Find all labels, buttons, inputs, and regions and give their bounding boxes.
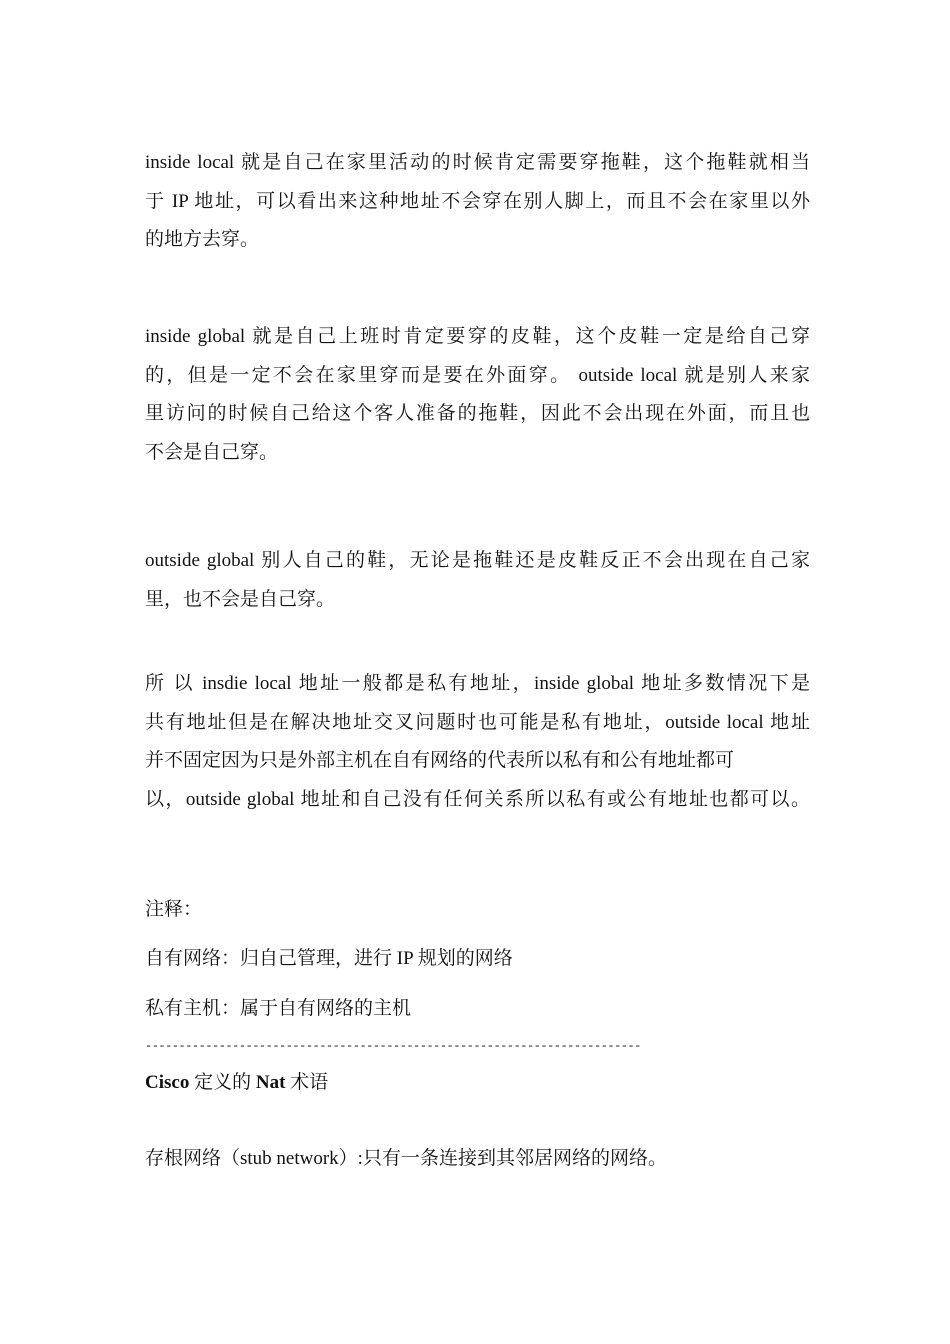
paragraph-summary [145, 665, 810, 819]
text-line: outside global 别人自己的鞋，无论是拖鞋还是皮鞋反正不会出现在自己家 [145, 550, 810, 571]
text-line: 于 IP 地址，可以看出来这种地址不会穿在别人脚上，而且不会在家里以外 [145, 190, 810, 212]
section-divider: -------------------------------------------------------------------------- [145, 1039, 641, 1053]
paragraph-outside-global [145, 542, 810, 619]
text-line: 的，但是一定不会在家里穿而是要在外面穿。 outside local 就是别人来家 [145, 364, 810, 386]
text-line: 里，也不会是自己穿。 [145, 588, 336, 610]
stub-network-definition: 存根网络（stub network）:只有一条连接到其邻居网络的网络。 [145, 1148, 667, 1169]
heading-text: 定义的 [189, 1072, 256, 1093]
paragraph-inside-local [145, 144, 810, 260]
text-line: 共有地址但是在解决地址交叉问题时也可能是私有地址，outside local 地址 [145, 711, 810, 733]
note-own-network: 自有网络：归自己管理，进行 IP 规划的网络 [145, 948, 513, 969]
heading-bold-cisco: Cisco [145, 1072, 190, 1093]
text-line: 不会是自己穿。 [145, 441, 279, 463]
text-line: 并不固定因为只是外部主机在自有网络的代表所以私有和公有地址都可 [145, 750, 735, 771]
text-line: 里访问的时候自己给这个客人准备的拖鞋，因此不会出现在外面，而且也 [145, 403, 810, 424]
text-line: inside local 就是自己在家里活动的时候肯定需要穿拖鞋，这个拖鞋就相当 [145, 152, 810, 173]
text-line: 所 以 insdie local 地址一般都是私有地址，inside global 地址多数情况下是 [145, 673, 810, 694]
text-line: inside global 就是自己上班时肯定要穿的皮鞋，这个皮鞋一定是给自己穿 [145, 326, 810, 347]
text-line: 以，outside global 地址和自己没有任何关系所以私有或公有地址也都可以。 [145, 788, 810, 810]
note-private-host: 私有主机：属于自有网络的主机 [145, 998, 412, 1019]
paragraph-inside-global [145, 318, 810, 472]
section-heading [145, 1071, 328, 1095]
note-label: 注释： [145, 899, 203, 920]
text-line: 的地方去穿。 [145, 229, 260, 250]
heading-bold-nat: Nat [255, 1072, 286, 1093]
heading-text: 术语 [285, 1072, 329, 1093]
